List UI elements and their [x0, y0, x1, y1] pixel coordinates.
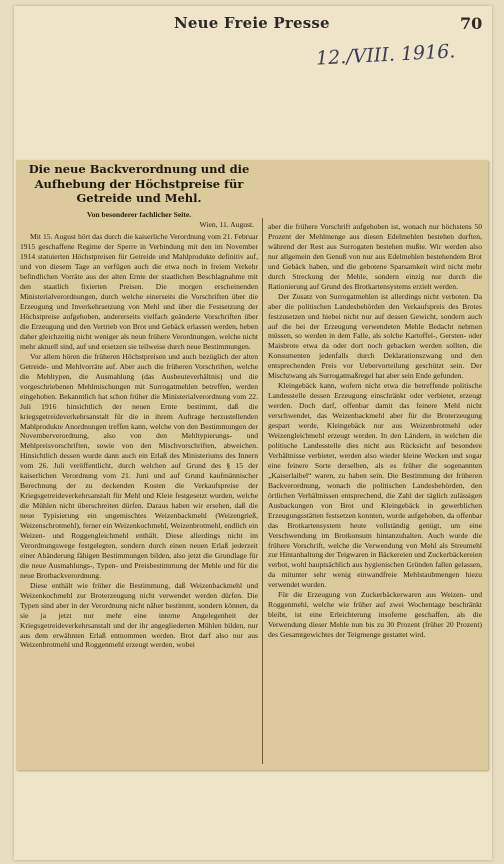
article-paragraph: Für die Erzeugung von Zuckerbäckerwaren aus Weizen- und Roggenmehl, welche wie früher auf zwei Wochentage beschränkt bleibt, ist eine Erleichterung insoferne geschaffen, als die Verwendung dieser Mehle nun bis zu 30 Prozent (früher 20 Prozent) des Gesamtgewichtes der Teigmenge gestattet wird. — [268, 590, 482, 640]
article-column-left — [20, 160, 258, 770]
handwritten-date: 12./VIII. 1916. — [315, 40, 456, 70]
article-dateline: Wien, 11. August. — [199, 220, 254, 230]
article-paragraph: Mit 15. August hört das durch die kaiserliche Verordnung vom 21. Februar 1915 geschaffene Regime der Sperre in Verbindung mit den im November 1914 statuierten Höchstpreisen für Getreide und Mahlprodukte definitiv auf, und von diesem Tage an verfügen auch die etwa noch in freiem Verkehr befindlichen Vorräte aus der alten Ernte der staatlichen Beschlagnahme mit den staatlich fixierten Preisen. Die morgen erscheinenden Ministerialverordnungen, durch welche einerseits die Vorschriften über die Erzeugung und Inverkehrsetzung von Mehl und über die Festsetzung der Höchstpreise aufgehoben, andererseits vielfach geänderte Vorschriften über die Erzeugung und den Vertrieb von Brot und Gebäck erlassen werden, heben daher gleichzeitig nicht weniger als neun frühere Verordnungen, welche nicht mehr aktuell sind, auf und ersetzen sie teilweise durch neue Bestimmungen. — [20, 232, 258, 351]
article-paragraph: aber die frühere Vorschrift aufgehoben ist, wonach nur höchstens 50 Prozent der Mehlmenge aus diesen Edelmehlen bestehen durften, während der Rest aus Surrogaten bestehen mußte. Wir werden also nur allgemein den Genuß von nur aus Edelmehlen bestehendem Brot und Gebäck haben, und die gebotene Sparsamkeit wird nicht mehr durch Streckung der Mehle, sondern einzig nur durch die Rationierung auf Grund des Brotkartensystems erzielt werden. — [268, 222, 482, 291]
article-paragraph: Vor allem hören die früheren Höchstpreisen und auch bezüglich der alten Getreide- und Mehlvorräte auf. Aber auch die früheren Vorschriften, welche die Mehltypen, die Ausmahlung (das Ausbeuteverhältnis) und die vorgeschriebenen Mehlmischungen mit Surrogatmehlen betreffen, werden eingehoben. Bekanntlich hat schon früher die Ministerialverordnung vom 22. Juli 1916 hinsichtlich der neuen Ernte bestimmt, daß die kriegsgetreideverkehrsanstalt für die in ihrem Auftrage herzustellenden Mahlprodukte Anordnungen treffen kann, welche von den Bestimmungen der Novemberverordnung, also von den Mehltypierungs- und Mehlpreisvorschriften, sowie von den Mischvorschriften, abweichen. Hinsichtlich dessen wurde dann auch ein Erlaß des Ministeriums des Innern vom 26. Juli veröffentlicht, durch welchen auf Grund des § 15 der kaiserlichen Verordnung vom 21. Juni und auf Grund kaufmännischer Berechnung der zu deckenden Kosten die Verkaufspreise der Kriegsgetreideverkehrsanstalt für Mehl und Kleie festgesetzt wurden, welche die Mühlen nicht überschreiten dürfen. Daraus haben wir ersehen, daß die neue Typisierung ein ungemischtes Weizenbackmehl (Weizengrieß, Weizenschrotmehl), ferner ein Weizenkochmehl, Weizenbrotmehl, endlich ein Weizen- und Roggengleichmehl enthält. Diese allerdings nicht im Verordnungswege festgelegten, sondern durch einen neuen Erlaß jederzeit einer Abänderung fähigen Bestimmungen bilden, also jetzt die Grundlage für die neue Ausmahlungs-, Typen- und Preisbestimmung der Mehle und für die neue Brotbackverordnung. — [20, 351, 258, 580]
article-paragraph: Diese enthält wie früher die Bestimmung, daß Weizenbackmehl und Weizenkochmehl zur Broterzeugung nicht verwendet werden dürfen. Die Typen sind aber in der Verordnung nicht näher bestimmt, sondern können, da sie ja jetzt nur mehr eine interne Angelegenheit der Kriegsgetreideverkehrsanstalt und der ihr angegliederten Mühlen bilden, nur aus dem erwähnten Erlaß entnommen werden. Brot darf also nur aus Weizenbrotmehl und Roggenmehl erzeugt werden, wobei — [20, 580, 258, 650]
newspaper-clipping — [16, 160, 488, 770]
newspaper-title: Neue Freie Presse — [174, 14, 330, 32]
article-paragraph: Der Zusatz von Surrogatmehlen ist allerdings nicht verboten. Da aber die politischen Landesbehörden den Verkaufspreis des Brotes festzusetzen und hiebei nicht nur auf dessen Gewicht, sondern auch auf die bei der Erzeugung verwendeten Mehle Bedacht nehmen müssen, so werden in dem Falle, als solche Kartoffel-, Gersten- oder Maisbrote etwa da oder dort noch gebacken werden sollten, die Konsumenten jedenfalls durch Deklarationszwang und den entsprechenden Preis vor Uebervorteilung geschützt sein. Der Mischzwang als Surrogatmaßregel hat aber sein Ende gefunden. — [268, 291, 482, 381]
article-paragraph: Kleingebäck kann, wofern nicht etwa die betreffende politische Landesstelle dessen Erzeugung einschränkt oder verbietet, erzeugt werden. Doch darf, offenbar damit das feinere Mehl nicht verschwendet, das Weizenbackmehl aber für die Broterzeugung gespart werde, Kleingebäck nur aus Weizenbrotmehl oder Weizengleichmehl erzeugt werden. In den Ländern, in welchen die politische Landesstelle dies nicht aus Rücksicht auf besondere Verhältnisse verbietet, werden also wieder kleine Wecken und sogar eine feinere Sorte derselben, als es früher die sogenannten „Kaiserlaibel“ waren, zu haben sein. Die Bestimmung der früheren Backverordnung, wonach die politischen Landesbehörden, den örtlichen Verhältnissen entsprechend, die Zahl der täglich zulässigen Ausbackungen von Brot und Kleingebäck in gewerblichen Erzeugungsstätten festsetzen konnten, wurde aufgehoben, da offenbar das Brotkartensystem heute vollständig genügt, um eine Verschwendung im Brotkonsum hintanzuhalten. Auch wurde die frühere Vorschrift, welche die Verwendung von Mehl als Streumehl zur Hintanhaltung der Teigwaren in Bäckereien und Zuckerbäckereien verbot, wohl hauptsächlich aus hygienischen Gründen fallen gelassen, da mitunter sehr wenig einwandfreie Mehlstaubmengen hiezu verwendet wurden. — [268, 381, 482, 590]
article-byline: Von besonderer fachlicher Seite. — [86, 209, 192, 219]
article-column-right — [268, 160, 482, 770]
column-divider — [262, 218, 263, 764]
article-headline: Die neue Backverordnung und die Aufhebung der Höchstpreise für Getreide und Mehl. — [28, 162, 250, 205]
page-number: 70 — [460, 14, 483, 33]
